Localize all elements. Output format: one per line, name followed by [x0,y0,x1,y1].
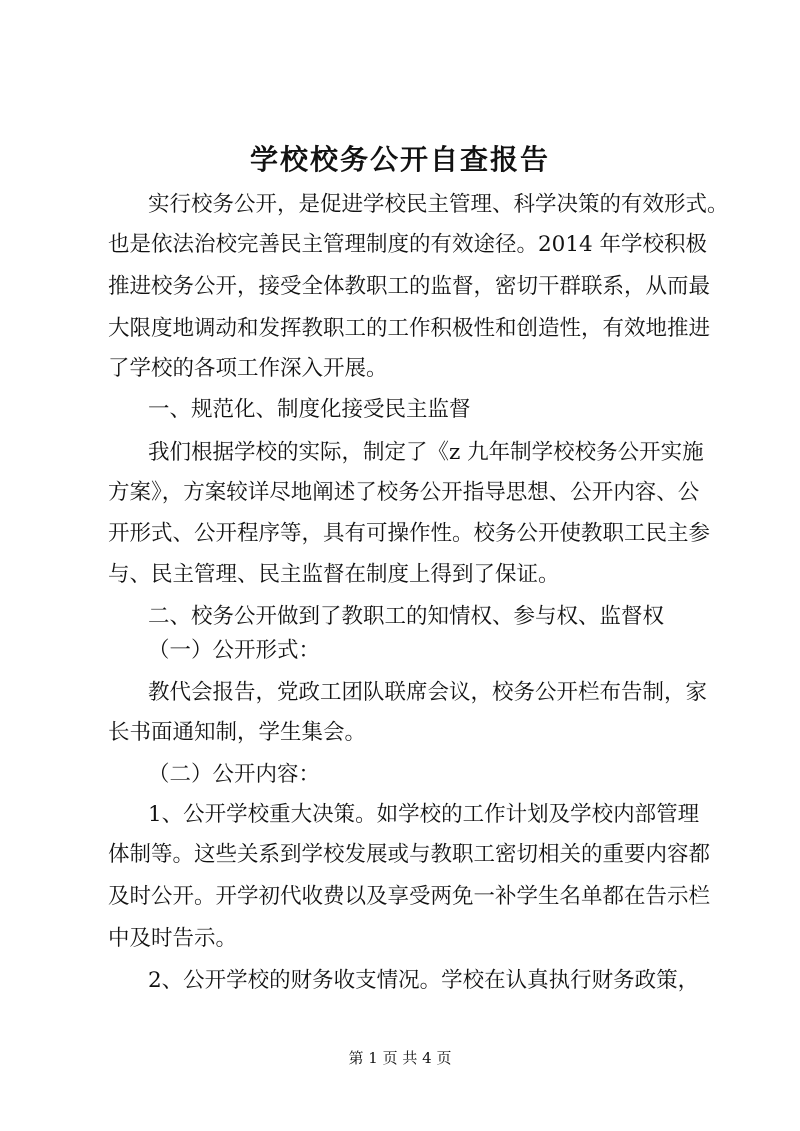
paragraph-line: 方案》，方案较详尽地阐述了校务公开指导思想、公开内容、公 [108,480,700,505]
paragraph-line: 我们根据学校的实际，制定了《z 九年制学校校务公开实施 [148,440,704,465]
paragraph-line: 了学校的各项工作深入开展。 [108,356,388,381]
paragraph-line: 开形式、公开程序等，具有可操作性。校务公开使教职工民主参 [108,521,711,546]
paragraph-line: 1、公开学校重大决策。如学校的工作计划及学校内部管理 [148,802,700,827]
subsection-heading: （二）公开内容： [148,762,321,787]
section-heading: 一、规范化、制度化接受民主监督 [148,397,471,422]
paragraph-line: 及时公开。开学初代收费以及享受两免一补学生名单都在告示栏 [108,884,711,909]
document-title: 学校校务公开自查报告 [249,143,550,176]
paragraph-line: 体制等。这些关系到学校发展或与教职工密切相关的重要内容都 [108,842,711,867]
paragraph-line: 中及时告示。 [108,926,238,951]
paragraph-line: 2、公开学校的财务收支情况。学校在认真执行财务政策， [148,968,700,993]
paragraph-line: 也是依法治校完善民主管理制度的有效途径。2014 年学校积极 [108,232,708,257]
subsection-heading: （一）公开形式： [148,638,321,663]
paragraph-line: 长书面通知制，学生集会。 [108,720,367,745]
paragraph-line: 大限度地调动和发挥教职工的工作积极性和创造性，有效地推进 [108,316,711,341]
page-number: 第 1 页 共 4 页 [348,1049,452,1067]
paragraph-line: 推进校务公开，接受全体教职工的监督，密切干群联系，从而最 [108,274,711,299]
paragraph-line: 实行校务公开，是促进学校民主管理、科学决策的有效形式。 [148,192,729,217]
paragraph-line: 教代会报告，党政工团队联席会议，校务公开栏布告制，家 [148,680,708,705]
section-heading: 二、校务公开做到了教职工的知情权、参与权、监督权 [148,604,665,629]
paragraph-line: 与、民主管理、民主监督在制度上得到了保证。 [108,562,560,587]
